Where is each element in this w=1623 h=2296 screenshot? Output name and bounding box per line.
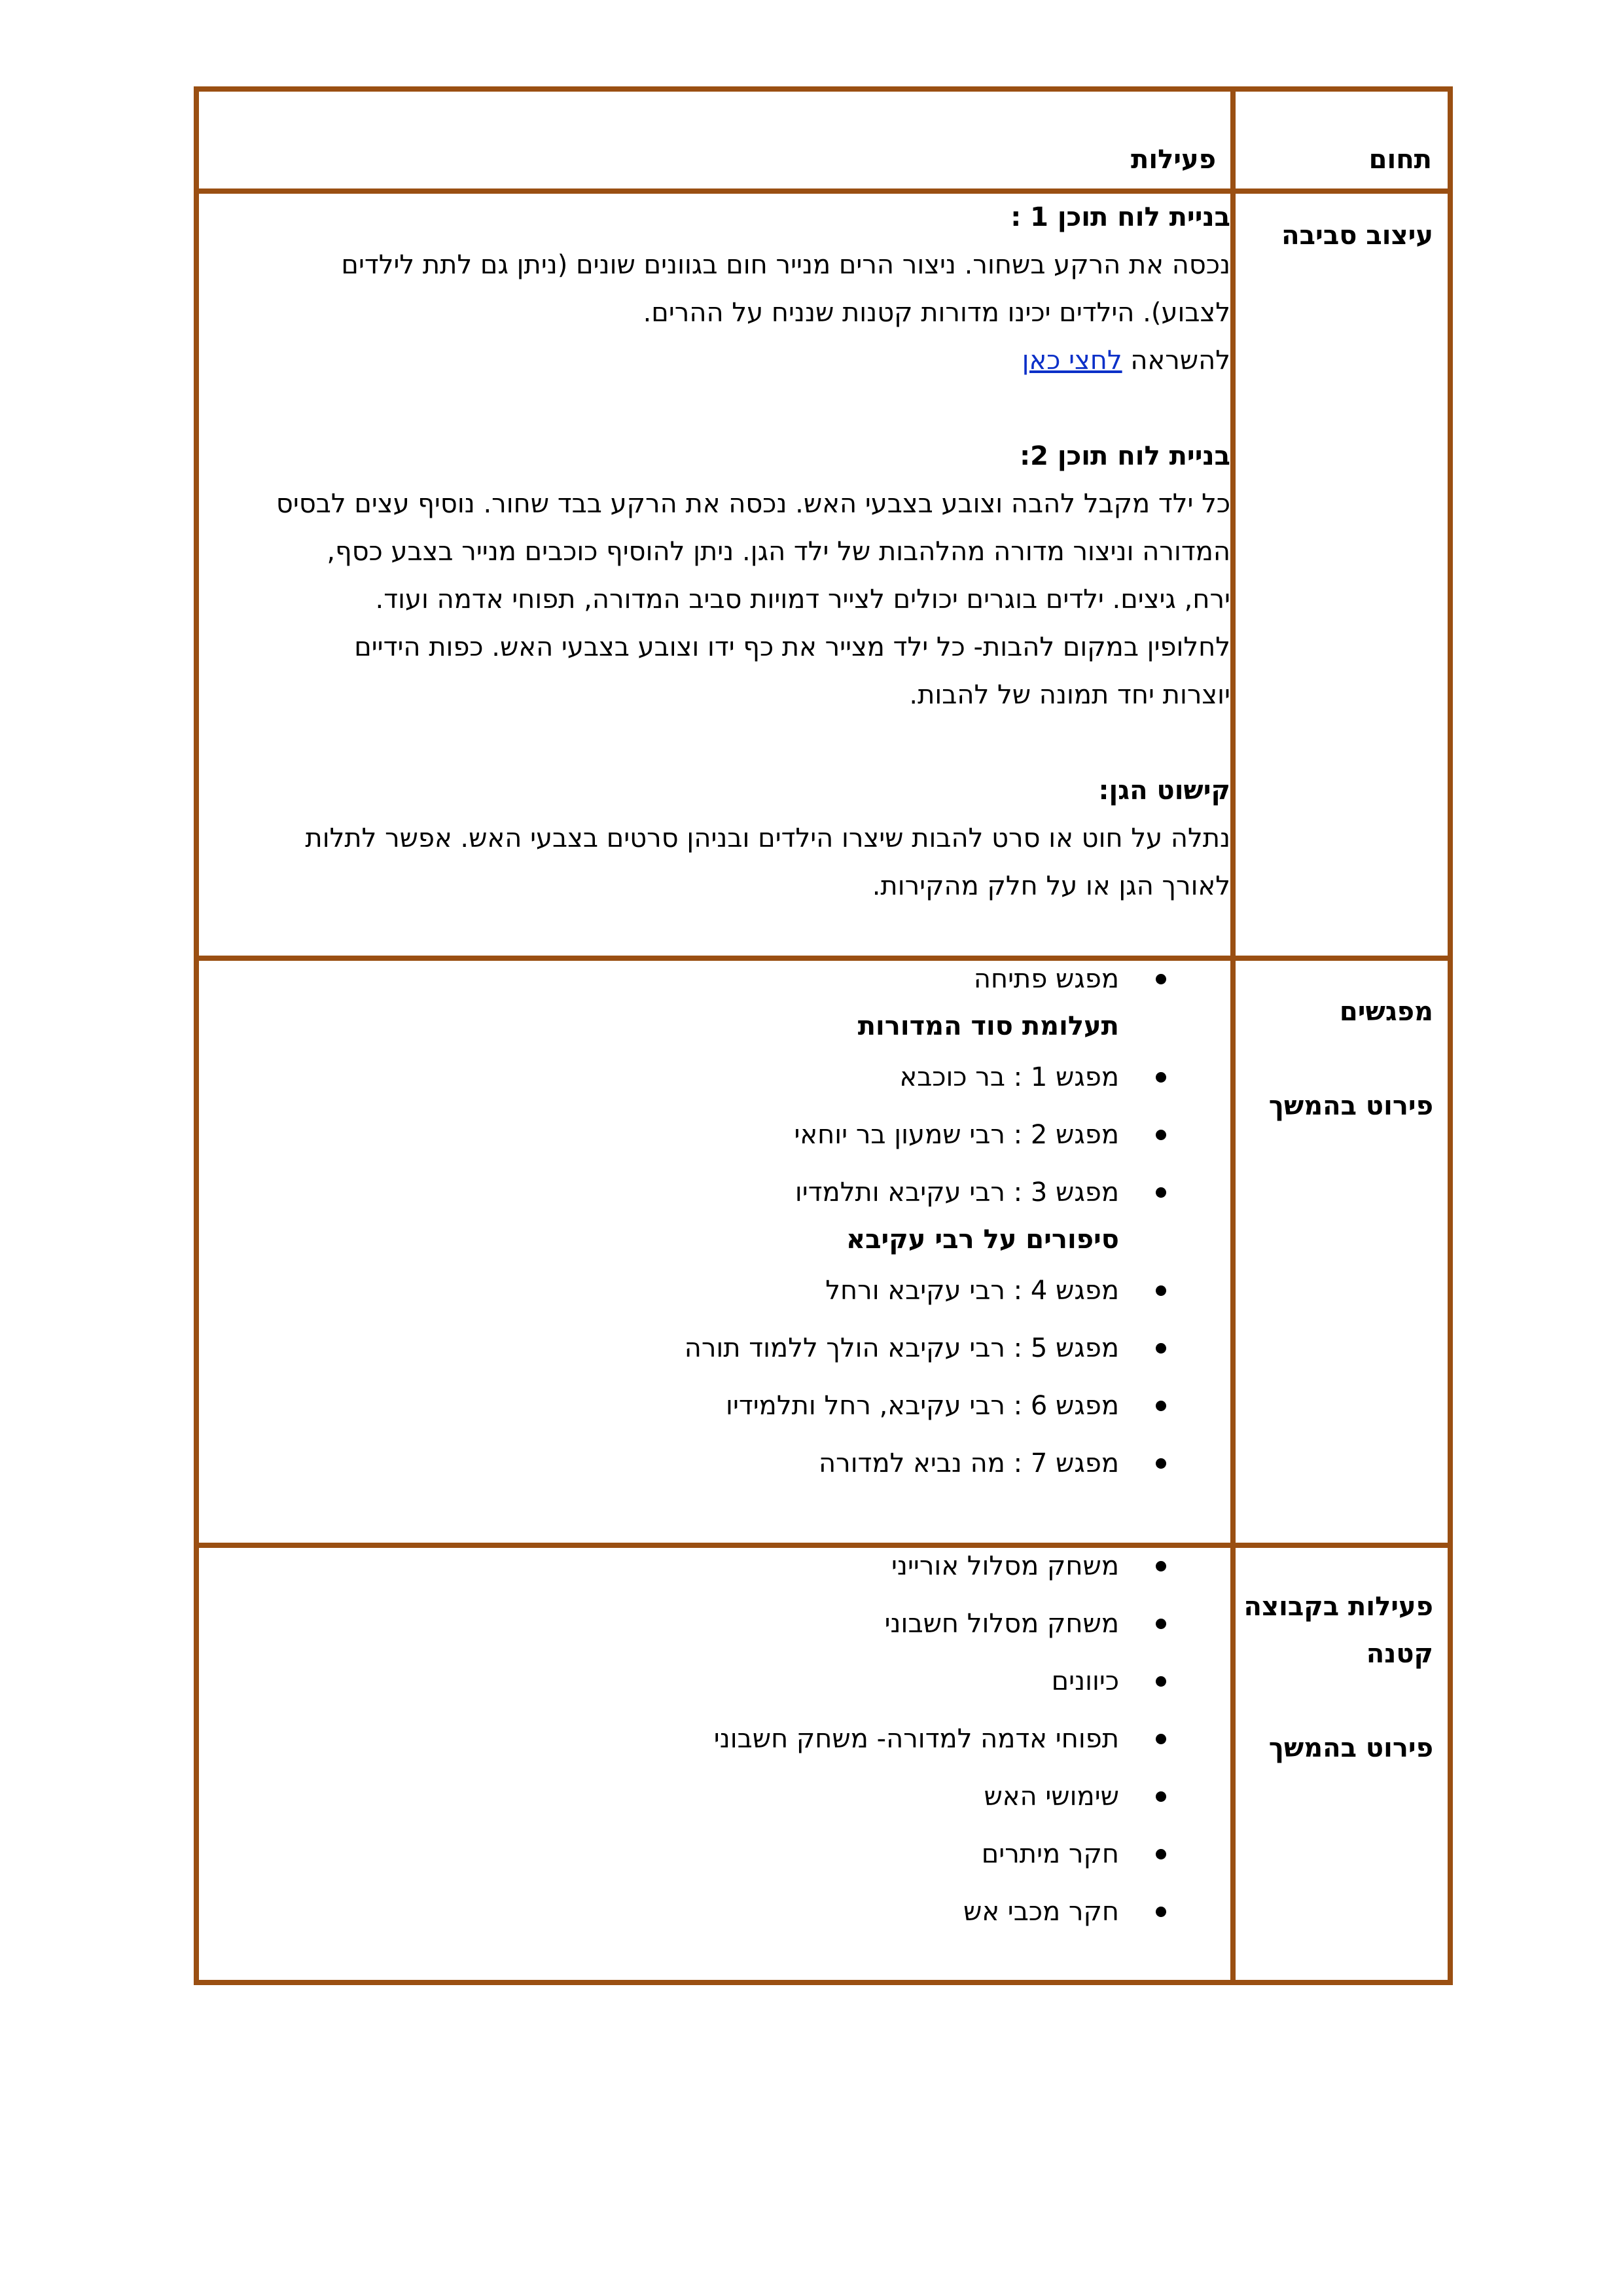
bullet-icon (1156, 1849, 1166, 1859)
bullet-icon (1156, 1072, 1166, 1083)
list-item-text: כיוונים (1051, 1666, 1119, 1696)
list-item (199, 1548, 1230, 1585)
inspiration-link[interactable]: לחצי כאן (1022, 346, 1122, 376)
board1-title: בניית לוח תוכן 1 : (1010, 202, 1230, 232)
bullet-icon (1156, 974, 1166, 984)
bullet-icon (1156, 1791, 1166, 1802)
board2-line: המדורה וניצור מדורה מהלהבות של ילד הגן. ניתן להוסיף כוכבים מנייר בצבע כסף, (327, 537, 1230, 567)
list-item-text: מפגש 4 : רבי עקיבא ורחל (825, 1276, 1119, 1306)
list-item-text: משחק מסלול חשבוני (884, 1609, 1119, 1639)
list-item (199, 961, 1230, 997)
bullet-icon (1156, 1561, 1166, 1571)
small-group-detail-note: פירוט בהמשך (1268, 1733, 1433, 1763)
meetings-group1-title: תעלומת סוד המדורות (857, 1011, 1119, 1041)
list-item-text: מפגש 3 : רבי עקיבא ותלמדיו (794, 1177, 1119, 1208)
inspiration-line (199, 337, 1230, 385)
header-domain-cell (1233, 89, 1450, 191)
list-item (199, 1174, 1230, 1211)
list-item-text: שימושי האש (984, 1782, 1119, 1812)
small-group-activities-cell (196, 1545, 1233, 1982)
list-item-text: משחק מסלול אורייני (891, 1551, 1119, 1581)
list-item-text: מפגש 5 : רבי עקיבא הולך ללמוד תורה (684, 1333, 1119, 1363)
header-domain: תחום (1368, 145, 1432, 175)
bullet-icon (1156, 1285, 1166, 1296)
list-item-text: מפגש פתיחה (973, 964, 1119, 994)
decor-title: קישוט הגן: (1098, 776, 1230, 806)
bullet-icon (1156, 1130, 1166, 1140)
small-group-domain: פעילות בקבוצה קטנה (1243, 1592, 1433, 1669)
small-group-domain-cell (1233, 1545, 1450, 1982)
meetings-group2-title: סיפורים על רבי עקיבא (846, 1225, 1119, 1255)
meetings-detail-note: פירוט בהמשך (1268, 1091, 1433, 1121)
decor-line: לאורך הגן או על חלק מהקירות. (872, 871, 1230, 901)
list-item-text: מפגש 2 : רבי שמעון בר יוחאי (794, 1120, 1119, 1150)
spacer (199, 719, 1230, 767)
bullet-icon (1156, 1187, 1166, 1198)
meetings-domain: מפגשים (1339, 997, 1433, 1027)
meetings-activities-cell (196, 958, 1233, 1545)
list-item (199, 1893, 1230, 1930)
list-item-text: מפגש 7 : מה נביא למדורה (819, 1448, 1119, 1479)
board1-line: לצבוע). הילדים יכינו מדורות קטנות שנניח על ההרים. (643, 298, 1230, 328)
list-item-text: תפוחי אדמה למדורה- משחק חשבוני (713, 1724, 1119, 1754)
list-item-text: מפגש 6 : רבי עקיבא, רחל ותלמידיו (726, 1391, 1119, 1421)
meetings-row (196, 958, 1450, 1545)
list-item (199, 1330, 1230, 1367)
environment-activities-cell (196, 191, 1233, 958)
board1-line: נכסה את הרקע בשחור. ניצור הרים מנייר חום בגוונים שונים (ניתן גם לתת לילדים (341, 250, 1230, 280)
spacer (1236, 1035, 1448, 1083)
bullet-icon (1156, 1619, 1166, 1629)
small-group-list (199, 1548, 1230, 1930)
meetings-domain-cell (1233, 958, 1450, 1545)
inspiration-prefix: להשראה (1130, 346, 1230, 376)
board2-title: בניית לוח תוכן 2: (1020, 441, 1230, 471)
list-item (199, 1663, 1230, 1700)
board2-line: לחלופין במקום להבות- כל ילד מצייר את כף ידו וצובע בצבעי האש. כפות הידיים (354, 632, 1230, 662)
bullet-icon (1156, 1734, 1166, 1744)
list-item (199, 1059, 1230, 1096)
list-item-text: חקר מכבי אש (963, 1897, 1119, 1927)
bullet-icon (1156, 1343, 1166, 1354)
bullet-icon (1156, 1401, 1166, 1411)
header-activities-cell (196, 89, 1233, 191)
list-item (199, 1836, 1230, 1873)
list-item-text: מפגש 1 : בר כוכבא (899, 1062, 1119, 1092)
board2-line: יוצרות יחד תמונה של להבות. (909, 680, 1230, 710)
environment-domain-cell (1233, 191, 1450, 958)
list-item-text: חקר מיתרים (981, 1839, 1119, 1869)
header-activities: פעילות (1131, 145, 1216, 175)
board2-line: ירח, גיצים. ילדים בוגרים יכולים לצייר דמויות סביב המדורה, תפוחי אדמה ועוד. (375, 584, 1230, 615)
bullet-icon (1156, 1907, 1166, 1917)
list-item (199, 1778, 1230, 1815)
meetings-opening-list (199, 961, 1230, 997)
decor-line: נתלה על חוט או סרט להבות שיצרו הילדים ובניהן סרטים בצבעי האש. אפשר לתלות (305, 823, 1230, 853)
activities-table (194, 86, 1453, 1985)
list-item (199, 1272, 1230, 1309)
bullet-icon (1156, 1676, 1166, 1687)
meetings-group2-list (199, 1272, 1230, 1482)
bullet-icon (1156, 1458, 1166, 1469)
list-item (199, 1117, 1230, 1153)
table-header-row (196, 89, 1450, 191)
environment-domain: עיצוב סביבה (1281, 221, 1433, 251)
meetings-group1-list (199, 1059, 1230, 1211)
list-item (199, 1445, 1230, 1482)
environment-row (196, 191, 1450, 958)
spacer (199, 385, 1230, 433)
list-item (199, 1605, 1230, 1642)
small-group-row (196, 1545, 1450, 1982)
board2-line: כל ילד מקבל להבה וצובע בצבעי האש. נכסה את הרקע בבד שחור. נוסיף עצים לבסיס (276, 489, 1230, 519)
list-item (199, 1388, 1230, 1424)
list-item (199, 1721, 1230, 1757)
spacer (1236, 1677, 1448, 1725)
